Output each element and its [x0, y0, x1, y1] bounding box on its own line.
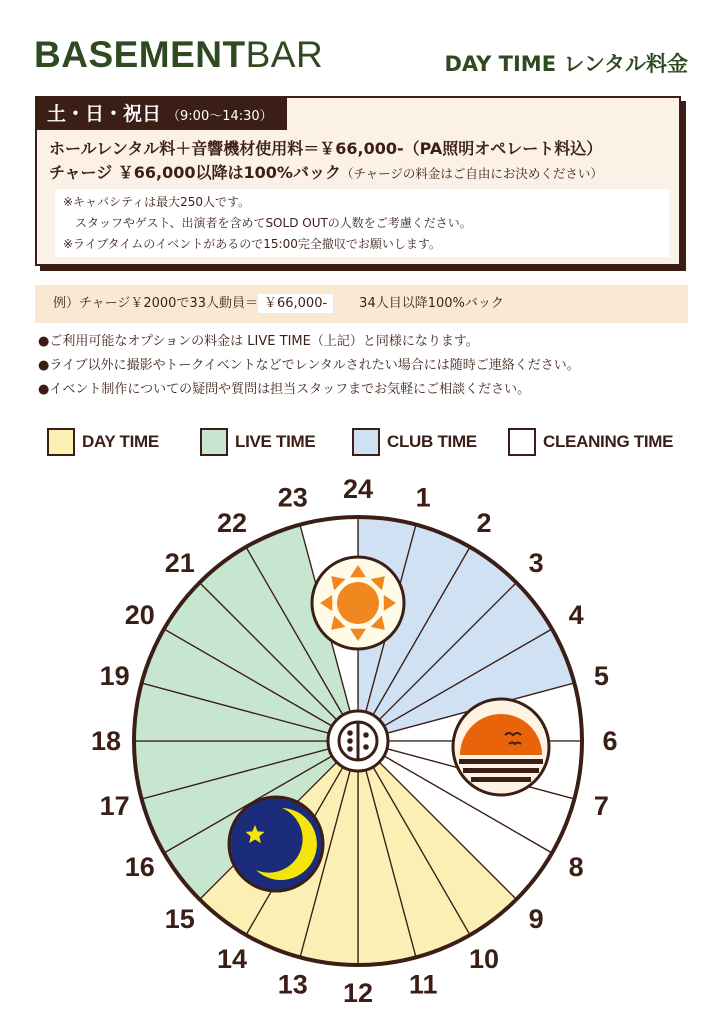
notes-box — [55, 189, 669, 257]
hour-label: 4 — [568, 600, 584, 630]
bullet-item: ●ライブ以外に撮影やトークイベントなどでレンタルされたい場合には随時ご連絡ください。 — [38, 358, 580, 373]
legend-label: CLEANING TIME — [543, 432, 674, 451]
hour-label: 17 — [99, 791, 130, 822]
hour-label: 7 — [593, 791, 609, 822]
hour-label: 9 — [528, 904, 544, 935]
hour-label: 18 — [90, 726, 122, 756]
hour-label: 21 — [164, 547, 195, 578]
hour-label: 5 — [593, 660, 609, 691]
hour-label: 1 — [415, 482, 431, 513]
legend-label: DAY TIME — [82, 432, 159, 451]
hour-label: 22 — [216, 507, 248, 538]
basement-logo-icon — [328, 711, 388, 771]
legend-label: LIVE TIME — [235, 432, 316, 451]
brand-logo — [34, 34, 323, 76]
hour-label: 10 — [468, 944, 500, 975]
time-clock-diagram — [0, 470, 724, 1024]
hour-label: 6 — [602, 726, 618, 756]
brand-bold: BASEMENT — [34, 34, 246, 75]
brand-light: BAR — [245, 34, 324, 75]
info-bullets — [38, 330, 580, 402]
example-suffix: 34人目以降100%バック — [359, 296, 504, 311]
hour-label: 11 — [408, 969, 438, 1000]
legend-swatch — [47, 428, 75, 456]
legend-label: CLUB TIME — [387, 432, 477, 451]
days-tab — [37, 98, 287, 130]
hour-label: 8 — [568, 852, 584, 882]
legend-day-time — [47, 428, 159, 456]
hour-label: 19 — [99, 660, 130, 691]
bullet-item: ●イベント制作についての疑問や質問は担当スタッフまでお気軽にご相談ください。 — [38, 382, 531, 397]
legend-cleaning-time — [508, 428, 673, 456]
hour-label: 2 — [476, 507, 492, 538]
hour-label: 15 — [164, 904, 195, 935]
legend-swatch — [352, 428, 380, 456]
page-title: DAY TIME レンタル料金 — [444, 52, 688, 76]
hour-label: 13 — [277, 969, 308, 1000]
legend-club-time — [352, 428, 477, 456]
legend-live-time — [200, 428, 315, 456]
hour-label: 24 — [342, 474, 374, 504]
hour-label: 16 — [124, 852, 155, 882]
hours-label: （9:00～14:30） — [167, 109, 273, 124]
hour-label: 20 — [124, 600, 155, 630]
example-prefix: 例）チャージ￥2000で33人動員＝ — [53, 296, 258, 311]
days-label: 土・日・祝日 — [47, 103, 162, 125]
hour-label: 12 — [342, 978, 374, 1008]
hour-label: 3 — [528, 547, 544, 578]
note-item: ※キャパシティは最大250人です。 — [63, 195, 251, 209]
hour-label: 23 — [277, 482, 308, 513]
price-line-1: ホールレンタル料＋音響機材使用料＝￥66,000‐（PA照明オペレート料込） — [49, 139, 603, 158]
note-item: ※ライブタイムのイベントがあるので15:00完全撤収でお願いします。 — [63, 237, 441, 251]
charge-note: （チャージの料金はご自由にお決めください） — [340, 166, 603, 181]
hour-label: 14 — [216, 944, 248, 975]
price-line-2 — [49, 160, 603, 183]
note-item: スタッフやゲスト、出演者を含めてSOLD OUTの人数をご考慮ください。 — [63, 216, 472, 230]
charge-text: チャージ ￥66,000以降は100%バック — [49, 163, 341, 182]
legend — [0, 428, 724, 462]
bullet-item: ●ご利用可能なオプションの料金は LIVE TIME（上記）と同様になります。 — [38, 334, 479, 349]
sunset-icon — [453, 699, 549, 795]
pricing-panel — [35, 96, 681, 266]
example-amount: ￥66,000- — [258, 294, 333, 313]
legend-swatch — [200, 428, 228, 456]
example-box — [35, 285, 688, 323]
sun-icon — [312, 557, 404, 649]
moon-icon — [229, 797, 323, 891]
legend-swatch — [508, 428, 536, 456]
